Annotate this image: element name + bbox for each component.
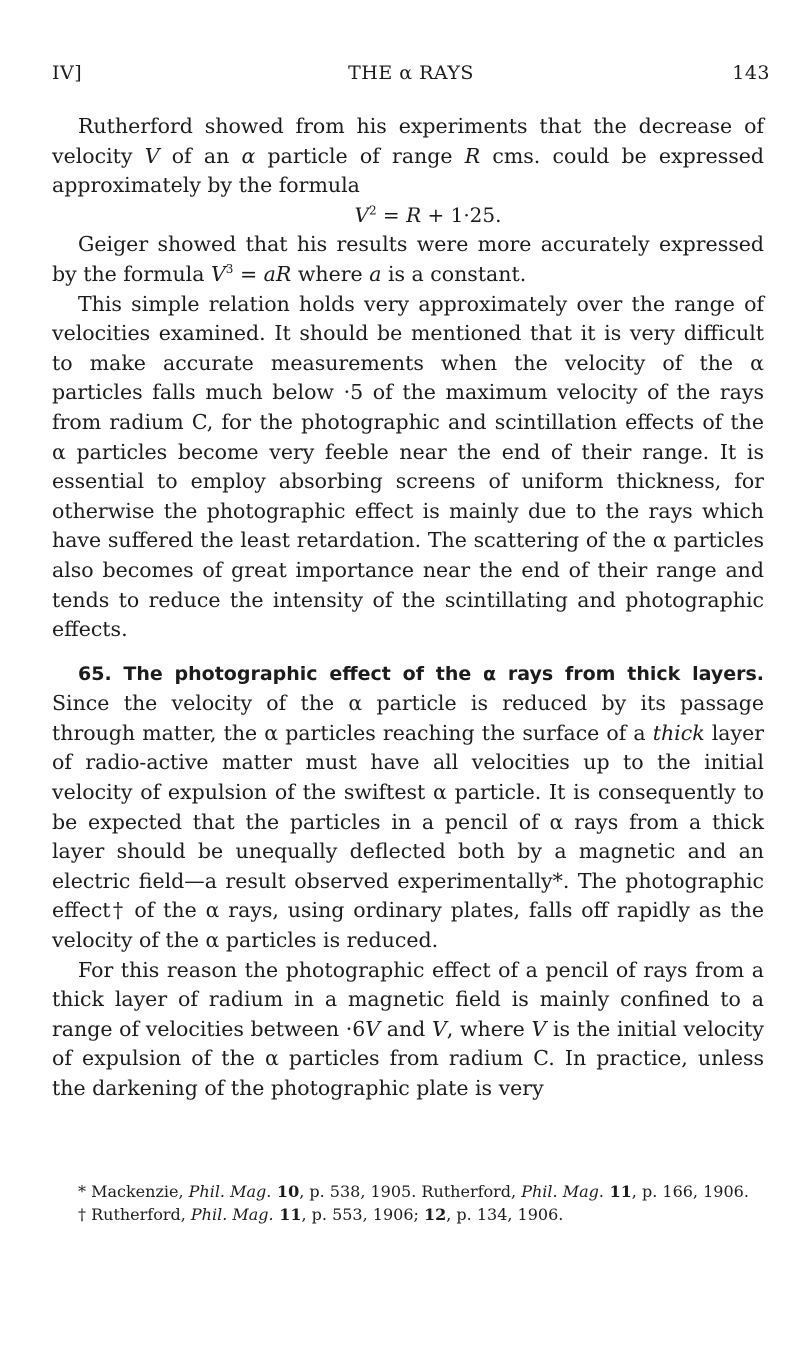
text-run: is a constant. (381, 261, 527, 286)
text-run: Geiger showed that his results were more accurately expressed by the formula (52, 232, 764, 286)
paragraph-for-this-reason (52, 956, 764, 1104)
paragraph-rutherford (52, 112, 764, 201)
formula-rest: + 1·25. (421, 202, 502, 227)
journal-name: Phil. Mag. (521, 1182, 604, 1201)
var-V: V (354, 202, 369, 227)
text-run: † Rutherford, (78, 1205, 191, 1224)
text-run: Rutherford showed from his experiments that the decrease of velocity (52, 114, 764, 168)
chapter-marker: IV] (52, 62, 83, 84)
var-R: R (406, 202, 422, 227)
text-run: where (291, 261, 370, 286)
journal-name: Phil. Mag. (188, 1182, 272, 1201)
text-run: * Mackenzie, (78, 1182, 189, 1201)
var-aR: aR (263, 261, 292, 286)
equals: = (233, 261, 264, 286)
text-run: , where (446, 1016, 532, 1041)
text-run: and (380, 1016, 432, 1041)
body-text (52, 112, 764, 1104)
var-V: V (531, 1016, 547, 1041)
footnotes (52, 1180, 764, 1226)
alpha-symbol: α (241, 143, 256, 168)
text-run: For this reason the photographic effect of a pencil of rays from a thick layer of radium in a magnetic field is mainly confined to a range of velocities between ·6 (52, 957, 764, 1041)
exponent: 2 (368, 203, 377, 218)
equals: = (376, 202, 407, 227)
exponent: 3 (225, 262, 234, 277)
footnote-1 (52, 1180, 764, 1203)
formula-velocity-range (52, 201, 764, 231)
var-V: V (210, 261, 226, 286)
journal-name: Phil. Mag. (190, 1205, 274, 1224)
volume: 11 (603, 1182, 632, 1201)
text-run: Since the velocity of the α particle is reduced by its passage through matter, the α particles reaching the surface of a (52, 691, 764, 745)
text-run: particle of range (255, 143, 465, 168)
text-run: , p. 538, 1905. Rutherford, (299, 1182, 522, 1201)
footnote-2 (52, 1203, 764, 1226)
var-R: R (464, 143, 481, 168)
section-heading: The photographic effect of the α rays from thick layers. (123, 662, 764, 685)
text-run: layer of radio-active matter must have all velocities up to the initial velocity of expulsion of the swiftest α particle. It is consequently to be expected that the particles in a pencil of α rays from a thick layer should be unequally deflected both by a magnetic and an electric field—a result observed experimentally*. The photographic effect† of the α rays, using ordinary plates, falls off rapidly as the velocity of the α particles is reduced. (52, 720, 764, 953)
text-run: , p. 166, 1906. (631, 1182, 749, 1201)
emphasis-thick: thick (652, 720, 705, 745)
text-run: of an (159, 143, 242, 168)
volume: 12 (423, 1205, 447, 1224)
var-a: a (369, 261, 382, 286)
section-65 (52, 659, 764, 956)
text-run: , p. 134, 1906. (446, 1205, 564, 1224)
paragraph-geiger (52, 230, 764, 289)
running-title: THE α RAYS (348, 62, 474, 84)
var-V: V (144, 143, 160, 168)
text-run: is the initial velocity of expulsion of the α particles from radium C. In practice, unless the darkening of the photographic plate is very (52, 1016, 764, 1100)
var-V: V (431, 1016, 447, 1041)
text-run: , p. 553, 1906; (301, 1205, 424, 1224)
var-V: V (365, 1016, 381, 1041)
volume: 11 (273, 1205, 302, 1224)
section-number: 65. (78, 662, 112, 685)
running-head (52, 62, 770, 92)
paragraph-simple-relation: This simple relation holds very approximately over the range of velocities examined. It should be mentioned that it is very difficult to make accurate measurements when the velocity of the α particles falls much below ·5 of the maximum velocity of the rays from radium C, for the photographic and scintillation effects of the α particles become very feeble near the end of their range. It is essential to employ absorbing screens of uniform thickness, for otherwise the photographic effect is mainly due to the rays which have suffered the least retardation. The scattering of the α particles also becomes of great importance near the end of their range and tends to reduce the intensity of the scintillating and photographic effects. (52, 291, 764, 642)
text-run: cms. could be expressed approximately by the formula (52, 143, 764, 198)
page-number: 143 (732, 62, 770, 84)
volume: 10 (271, 1182, 300, 1201)
